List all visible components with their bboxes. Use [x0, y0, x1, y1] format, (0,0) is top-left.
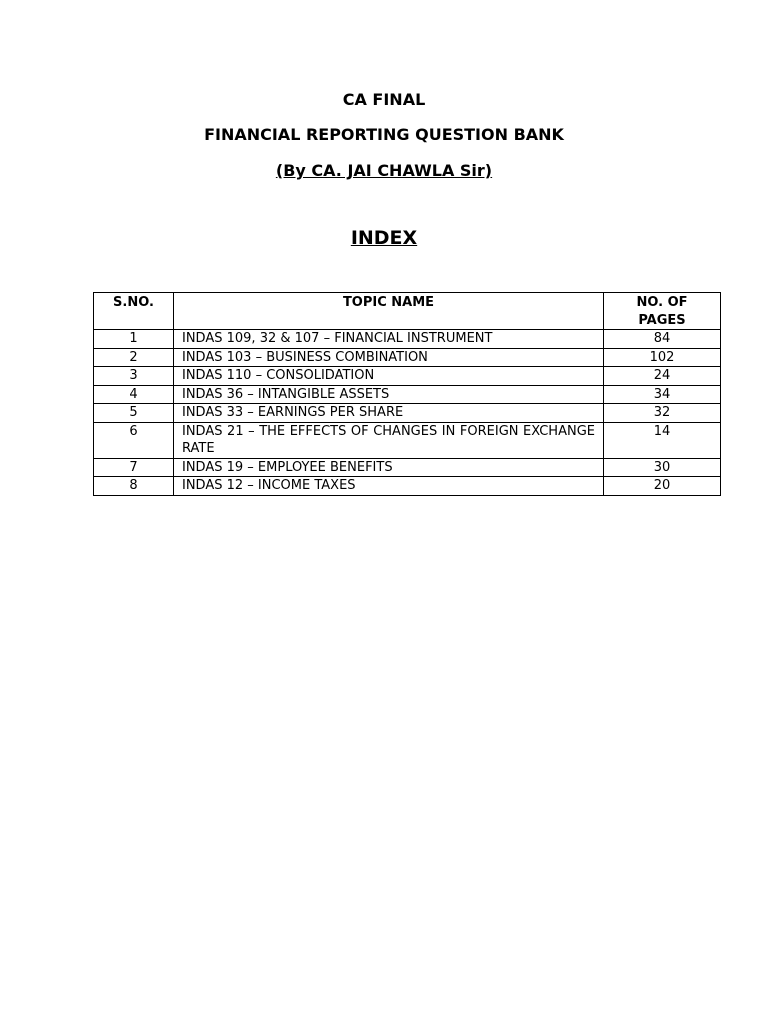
cell-topic: INDAS 110 – CONSOLIDATION [174, 367, 604, 386]
cell-pages: 32 [604, 404, 721, 423]
cell-pages: 34 [604, 385, 721, 404]
cell-pages: 14 [604, 422, 721, 458]
cell-topic: INDAS 103 – BUSINESS COMBINATION [174, 348, 604, 367]
table-row [94, 367, 721, 386]
cell-sno: 1 [94, 330, 174, 349]
cell-sno: 8 [94, 477, 174, 496]
column-header-pages: NO. OF PAGES [604, 293, 721, 330]
cell-topic: INDAS 33 – EARNINGS PER SHARE [174, 404, 604, 423]
cell-topic: INDAS 36 – INTANGIBLE ASSETS [174, 385, 604, 404]
table-header-row [94, 293, 721, 330]
cell-sno: 3 [94, 367, 174, 386]
table-row [94, 477, 721, 496]
cell-topic: INDAS 21 – THE EFFECTS OF CHANGES IN FOREIGN EXCHANGE RATE [174, 422, 604, 458]
table-row [94, 330, 721, 349]
index-table [93, 292, 721, 496]
book-title: FINANCIAL REPORTING QUESTION BANK [204, 125, 564, 144]
author-line: (By CA. JAI CHAWLA Sir) [275, 161, 493, 180]
cell-topic: INDAS 19 – EMPLOYEE BENEFITS [174, 458, 604, 477]
cell-sno: 5 [94, 404, 174, 423]
cell-sno: 6 [94, 422, 174, 458]
cell-pages: 84 [604, 330, 721, 349]
cell-sno: 2 [94, 348, 174, 367]
column-header-topic: TOPIC NAME [174, 293, 604, 330]
table-row [94, 458, 721, 477]
cell-pages: 102 [604, 348, 721, 367]
table-row [94, 404, 721, 423]
cell-sno: 7 [94, 458, 174, 477]
table-row [94, 422, 721, 458]
cell-topic: INDAS 109, 32 & 107 – FINANCIAL INSTRUMENT [174, 330, 604, 349]
cell-pages: 30 [604, 458, 721, 477]
cell-pages: 24 [604, 367, 721, 386]
cell-topic: INDAS 12 – INCOME TAXES [174, 477, 604, 496]
index-heading: INDEX [350, 227, 418, 249]
cell-pages: 20 [604, 477, 721, 496]
table-row [94, 385, 721, 404]
cell-sno: 4 [94, 385, 174, 404]
column-header-sno: S.NO. [94, 293, 174, 330]
table-row [94, 348, 721, 367]
course-title: CA FINAL [342, 90, 426, 109]
